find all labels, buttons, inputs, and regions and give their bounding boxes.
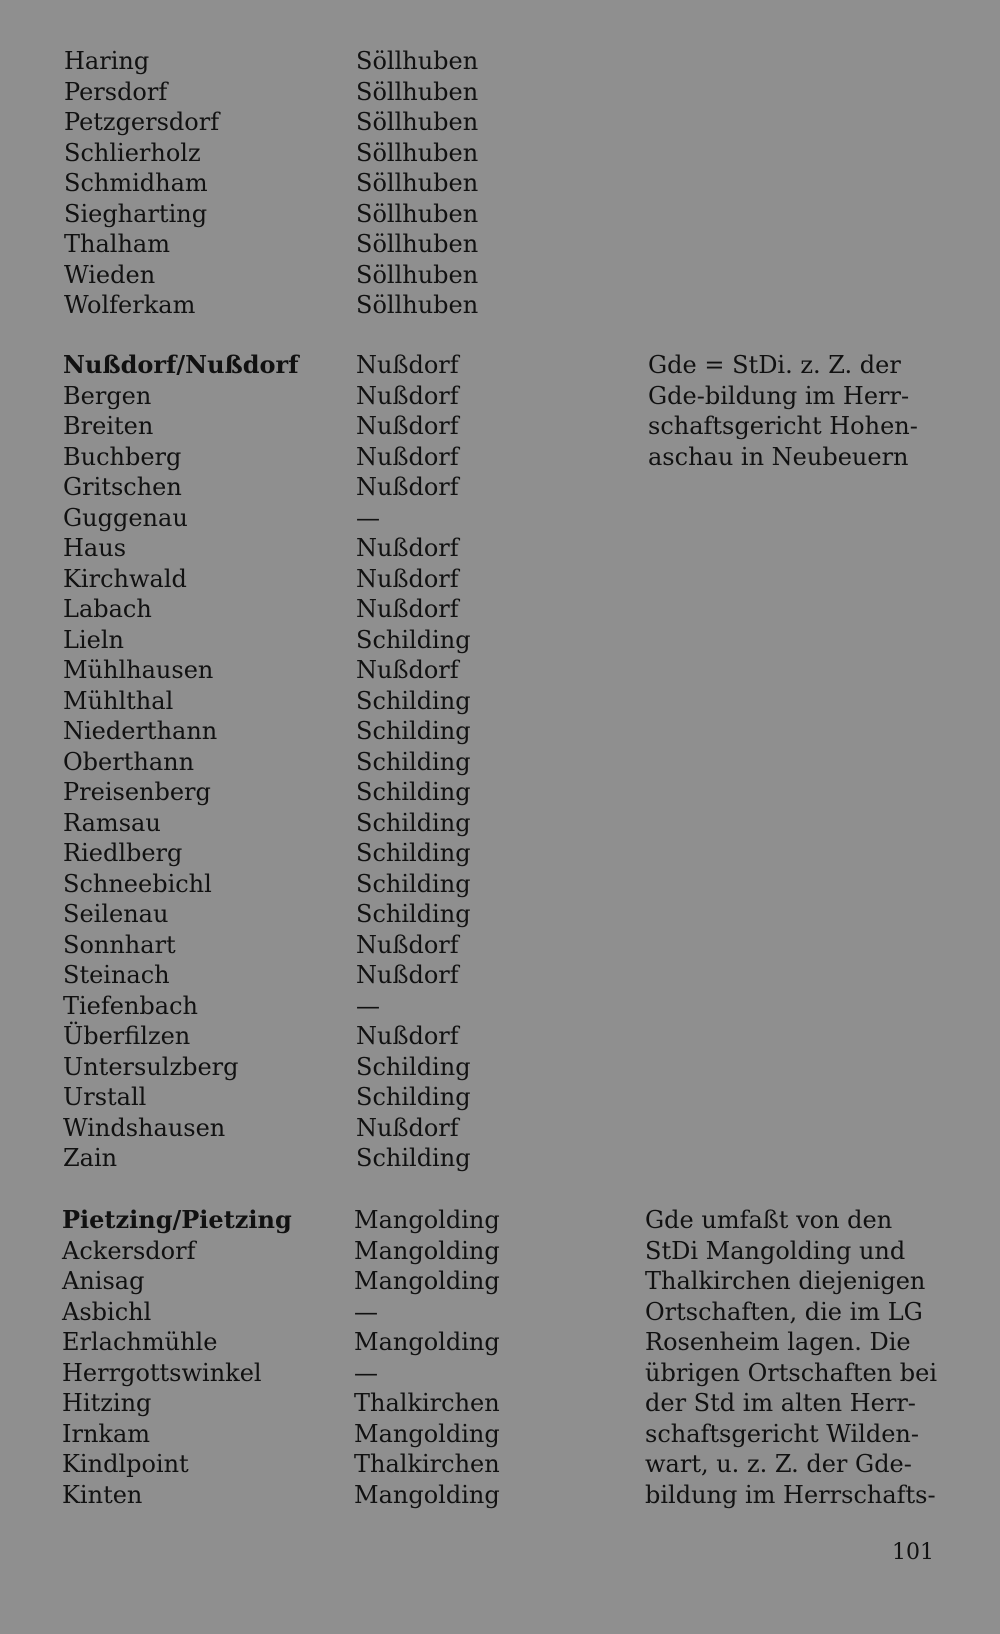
parish-name: Nußdorf [356,351,459,379]
table-row [0,77,640,108]
place-name: Kindlpoint [62,1450,189,1478]
place-name: Haus [63,534,127,562]
table-row [0,930,640,961]
place-name: Wieden [64,260,156,289]
page-number: 101 [892,1540,934,1565]
parish-name: Nußdorf [356,656,459,684]
place-name: Steinach [63,961,170,989]
place-name: Überfilzen [63,1022,191,1050]
parish-name: Söllhuben [356,47,479,75]
place-name: Ramsau [63,808,161,837]
table-row [0,564,640,595]
parish-name: Nußdorf [356,1113,459,1142]
table-row [0,107,640,138]
place-name: Guggenau [63,503,188,532]
parish-name: Schilding [356,1083,471,1111]
table-row [0,472,640,503]
municipality-heading: Pietzing/Pietzing [62,1205,292,1234]
table-row [0,533,640,564]
parish-name: Nußdorf [356,534,459,562]
place-name: Asbichl [62,1297,152,1326]
municipality-note: Gde umfaßt von den StDi Mangolding und Thalkirchen diejenigen Ortschaften, die im LG Rosenheim lagen. Die übrigen Ortschaften bei der Std im alten Herr- schaftsgericht Wilden- wart, u. z. Z. der Gde- bildung im Herrschafts- [645,1206,937,1509]
table-row [0,655,640,686]
parish-name: Schilding [356,778,471,806]
parish-name: Mangolding [354,1206,500,1234]
table-row [0,168,640,199]
table-row [0,1021,640,1052]
parish-name: Mangolding [354,1419,500,1448]
place-name: Buchberg [63,442,182,471]
parish-name: Schilding [356,900,471,928]
place-name: Lieln [63,625,124,654]
table-row [0,199,640,230]
table-row [0,442,640,473]
parish-name: Schilding [356,1052,471,1081]
place-list [0,46,640,321]
table-row [0,290,640,321]
parish-name: Thalkirchen [354,1389,500,1417]
place-list [0,1205,640,1510]
place-name: Schlierholz [64,138,201,167]
table-row [0,381,640,412]
table-row [0,808,640,839]
table-row [0,1082,640,1113]
place-name: Urstall [63,1083,147,1111]
parish-name: Thalkirchen [354,1450,500,1478]
parish-name: Schilding [356,717,471,745]
parish-name: Mangolding [354,1267,500,1295]
table-row [0,838,640,869]
parish-name: Schilding [356,625,471,654]
place-name: Wolferkam [64,291,196,319]
parish-name: Schilding [356,869,471,898]
place-name: Kirchwald [63,564,187,593]
place-name: Oberthann [63,747,195,776]
parish-name: Nußdorf [356,442,459,471]
place-name: Windshausen [63,1113,226,1142]
place-name: Erlachmühle [62,1328,218,1356]
table-row [0,1358,640,1389]
place-name: Haring [64,47,150,75]
place-name: Schneebichl [63,869,212,898]
place-name: Kinten [62,1480,143,1509]
table-row [0,1236,640,1267]
parish-name: Schilding [356,747,471,776]
parish-name: Söllhuben [356,260,479,289]
table-row [0,1113,640,1144]
table-row [0,777,640,808]
place-name: Untersulzberg [63,1052,239,1081]
parish-name: Söllhuben [356,77,479,106]
parish-name: Nußdorf [356,381,459,410]
place-name: Breiten [63,412,154,440]
place-name: Sonnhart [63,930,176,959]
place-name: Irnkam [62,1419,151,1448]
table-row [0,960,640,991]
table-row [0,686,640,717]
place-name: Petzgersdorf [64,108,220,136]
table-row [0,1327,640,1358]
table-row [0,1143,640,1174]
municipality-note: Gde = StDi. z. Z. der Gde-bildung im Herr- schaftsgericht Hohen- aschau in Neubeuern [648,351,918,471]
parish-name: Nußdorf [356,564,459,593]
municipality-heading-row [0,1205,640,1236]
parish-name: Söllhuben [356,108,479,136]
place-name: Labach [63,595,152,623]
place-name: Anisag [62,1267,145,1295]
place-name: Riedlberg [63,839,183,867]
place-name: Hitzing [62,1389,152,1417]
place-name: Herrgottswinkel [62,1358,262,1387]
table-row [0,1052,640,1083]
parish-name: Mangolding [354,1328,500,1356]
table-row [0,1388,640,1419]
place-name: Bergen [63,381,152,410]
table-row [0,869,640,900]
place-list [0,350,640,1174]
place-name: Ackersdorf [62,1236,196,1265]
table-row [0,1419,640,1450]
table-row [0,1297,640,1328]
table-row [0,46,640,77]
parish-name: Nußdorf [356,1022,459,1050]
parish-name: Schilding [356,808,471,837]
table-row [0,716,640,747]
municipality-heading: Nußdorf/Nußdorf [63,350,299,379]
parish-name: Söllhuben [356,199,479,228]
parish-name: Nußdorf [356,961,459,989]
municipality-heading-row [0,350,640,381]
table-row [0,411,640,442]
table-row [0,625,640,656]
place-name: Siegharting [64,199,208,228]
table-row [0,1266,640,1297]
parish-name: Söllhuben [356,138,479,167]
place-name: Mühlthal [63,686,174,715]
table-row [0,594,640,625]
table-row [0,229,640,260]
place-name: Persdorf [64,77,168,106]
place-name: Schmidham [64,169,208,197]
place-name: Mühlhausen [63,656,214,684]
parish-name: — [356,503,380,532]
table-row [0,747,640,778]
parish-name: Nußdorf [356,473,459,501]
parish-name: Söllhuben [356,291,479,319]
parish-name: — [356,991,380,1020]
table-row [0,991,640,1022]
place-name: Preisenberg [63,778,211,806]
table-row [0,503,640,534]
place-name: Zain [63,1144,118,1172]
parish-name: — [354,1358,378,1387]
place-name: Niederthann [63,717,218,745]
parish-name: Schilding [356,839,471,867]
place-name: Seilenau [63,900,169,928]
parish-name: Söllhuben [356,230,479,258]
place-name: Thalham [64,230,170,258]
table-row [0,260,640,291]
parish-name: Nußdorf [356,595,459,623]
parish-name: Schilding [356,686,471,715]
parish-name: Nußdorf [356,412,459,440]
table-row [0,899,640,930]
parish-name: Mangolding [354,1480,500,1509]
place-name: Gritschen [63,473,182,501]
parish-name: Schilding [356,1144,471,1172]
parish-name: Nußdorf [356,930,459,959]
parish-name: Söllhuben [356,169,479,197]
table-row [0,1449,640,1480]
parish-name: Mangolding [354,1236,500,1265]
place-name: Tiefenbach [63,991,198,1020]
table-row [0,1480,640,1511]
table-row [0,138,640,169]
parish-name: — [354,1297,378,1326]
